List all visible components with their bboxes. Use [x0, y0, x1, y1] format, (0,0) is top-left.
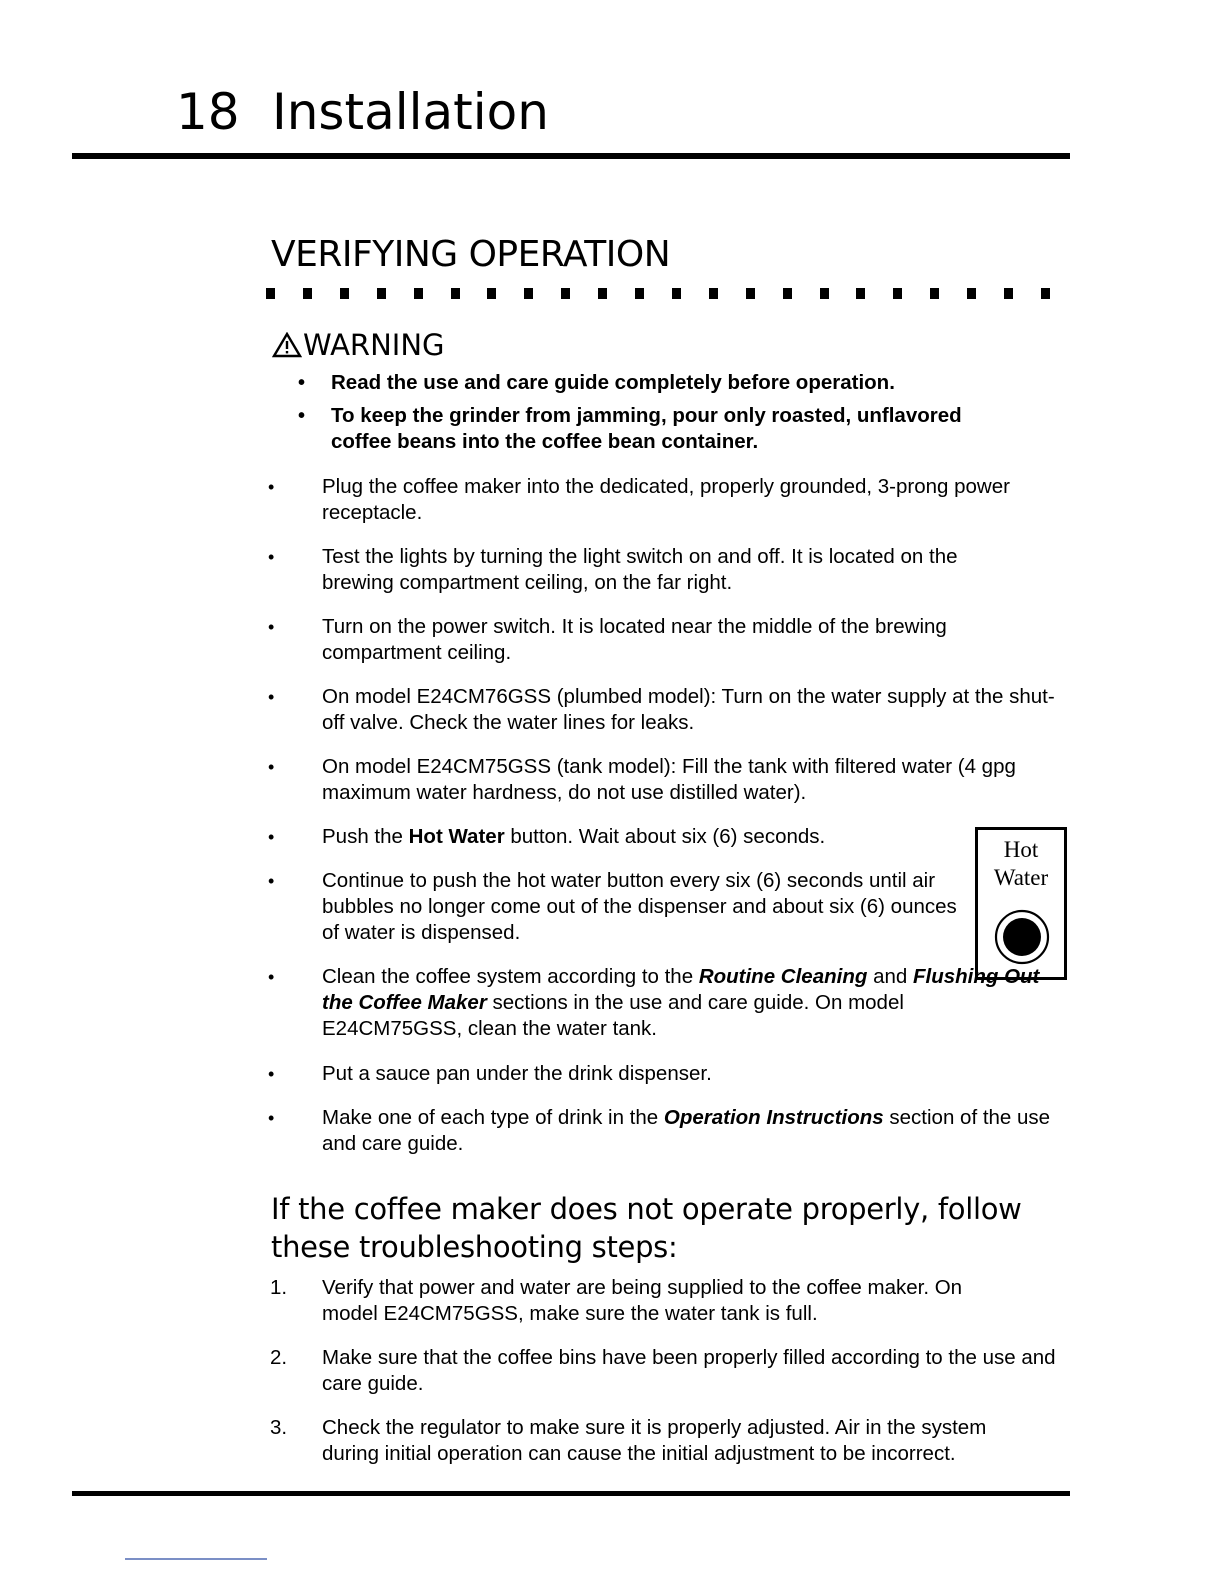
- warning-item: To keep the grinder from jamming, pour only roasted, unflavored coffee beans into the coffee bean container.: [331, 404, 962, 453]
- bullet-dot: •: [268, 1108, 275, 1128]
- divider-square: [746, 288, 755, 299]
- divider-square: [783, 288, 792, 299]
- hot-water-reference: Hot Water: [408, 825, 505, 848]
- step-number: 2.: [270, 1346, 288, 1369]
- bullet-dot: •: [268, 547, 275, 567]
- text-run: button. Wait about six (6) seconds.: [504, 825, 826, 848]
- hot-water-button-illustration: [975, 827, 1067, 980]
- text-run: Push the: [322, 825, 409, 848]
- footer-mark: [125, 1558, 267, 1560]
- footer-rule: [72, 1491, 1070, 1496]
- button-circle-icon: [994, 909, 1050, 965]
- list-item: On model E24CM75GSS (tank model): Fill the tank with filtered water (4 gpg maximum water hardness, do not use distilled water).: [322, 755, 1016, 804]
- bullet-dot: •: [268, 617, 275, 637]
- divider-square: [709, 288, 718, 299]
- divider-square: [930, 288, 939, 299]
- operation-instructions-reference: Operation Instructions: [663, 1106, 884, 1129]
- divider-square: [451, 288, 460, 299]
- list-item: Continue to push the hot water button every six (6) seconds until air bubbles no longer come out of the dispenser and about six (6) ounces of water is dispensed.: [322, 869, 957, 944]
- divider-square: [561, 288, 570, 299]
- divider-square: [672, 288, 681, 299]
- text-run: sections in the use and care guide. On model E24CM75GSS, clean the water tank.: [322, 991, 904, 1040]
- hot-water-label-line2: Water: [993, 865, 1049, 890]
- divider-square: [1041, 288, 1050, 299]
- divider-square: [967, 288, 976, 299]
- divider-square: [414, 288, 423, 299]
- text-run: section of the use and care guide.: [322, 1106, 1051, 1155]
- list-item: [322, 824, 962, 850]
- divider-square: [635, 288, 644, 299]
- bullet-dot: •: [298, 405, 306, 427]
- list-item: Put a sauce pan under the drink dispenser.: [322, 1062, 712, 1085]
- divider-square: [524, 288, 533, 299]
- routine-cleaning-reference: Routine Cleaning: [698, 965, 868, 988]
- warning-triangle-icon: [272, 332, 302, 358]
- text-run: Clean the coffee system according to the: [322, 965, 699, 988]
- list-item: Turn on the power switch. It is located near the middle of the brewing compartment ceiling.: [322, 615, 947, 664]
- bullet-dot: •: [298, 372, 306, 394]
- troubleshooting-item: Verify that power and water are being supplied to the coffee maker. On model E24CM75GSS, make sure the water tank is full.: [322, 1276, 963, 1325]
- divider-square: [266, 288, 275, 299]
- warning-item: Read the use and care guide completely before operation.: [331, 371, 895, 394]
- divider-square: [598, 288, 607, 299]
- troubleshooting-heading: If the coffee maker does not operate properly, follow these troubleshooting steps:: [271, 1192, 1022, 1264]
- divider-square: [303, 288, 312, 299]
- list-item: Plug the coffee maker into the dedicated, properly grounded, 3-prong power receptacle.: [322, 475, 1010, 524]
- page-number: 18: [176, 83, 240, 141]
- header-rule: [72, 153, 1070, 159]
- bullet-dot: •: [268, 687, 275, 707]
- hot-water-label-line1: Hot: [1003, 837, 1039, 862]
- page-header: [176, 82, 549, 142]
- troubleshooting-item: Make sure that the coffee bins have been properly filled according to the use and care guide.: [322, 1346, 1056, 1395]
- chapter-title: Installation: [272, 83, 549, 141]
- divider-square: [1004, 288, 1013, 299]
- bullet-dot: •: [268, 827, 275, 847]
- step-number: 3.: [270, 1416, 288, 1439]
- bullet-dot: •: [268, 757, 275, 777]
- text-run: and: [867, 965, 913, 988]
- list-item: [322, 964, 1042, 1042]
- divider-square: [487, 288, 496, 299]
- bullet-dot: •: [268, 477, 275, 497]
- text-run: Make one of each type of drink in the: [322, 1106, 664, 1129]
- step-number: 1.: [270, 1276, 288, 1299]
- section-title: VERIFYING OPERATION: [271, 234, 671, 275]
- troubleshooting-item: Check the regulator to make sure it is properly adjusted. Air in the system during initial operation can cause the initial adjustment to be incorrect.: [322, 1416, 987, 1465]
- divider-square: [340, 288, 349, 299]
- divider-square: [820, 288, 829, 299]
- flushing-reference: Flushing Out the Coffee Maker: [322, 965, 1040, 1014]
- divider-square: [856, 288, 865, 299]
- hot-water-label: [978, 836, 1064, 892]
- divider-square: [893, 288, 902, 299]
- list-item: [322, 1105, 1067, 1157]
- list-item: On model E24CM76GSS (plumbed model): Turn on the water supply at the shut-off valve. Check the water lines for leaks.: [322, 685, 1055, 734]
- warning-label: WARNING: [303, 328, 445, 362]
- list-item: Test the lights by turning the light switch on and off. It is located on the brewing compartment ceiling, on the far right.: [322, 545, 958, 594]
- bullet-dot: •: [268, 871, 275, 891]
- bullet-dot: •: [268, 1064, 275, 1084]
- divider-square: [377, 288, 386, 299]
- square-divider: [266, 288, 1072, 300]
- warning-title: [272, 326, 445, 364]
- bullet-dot: •: [268, 967, 275, 987]
